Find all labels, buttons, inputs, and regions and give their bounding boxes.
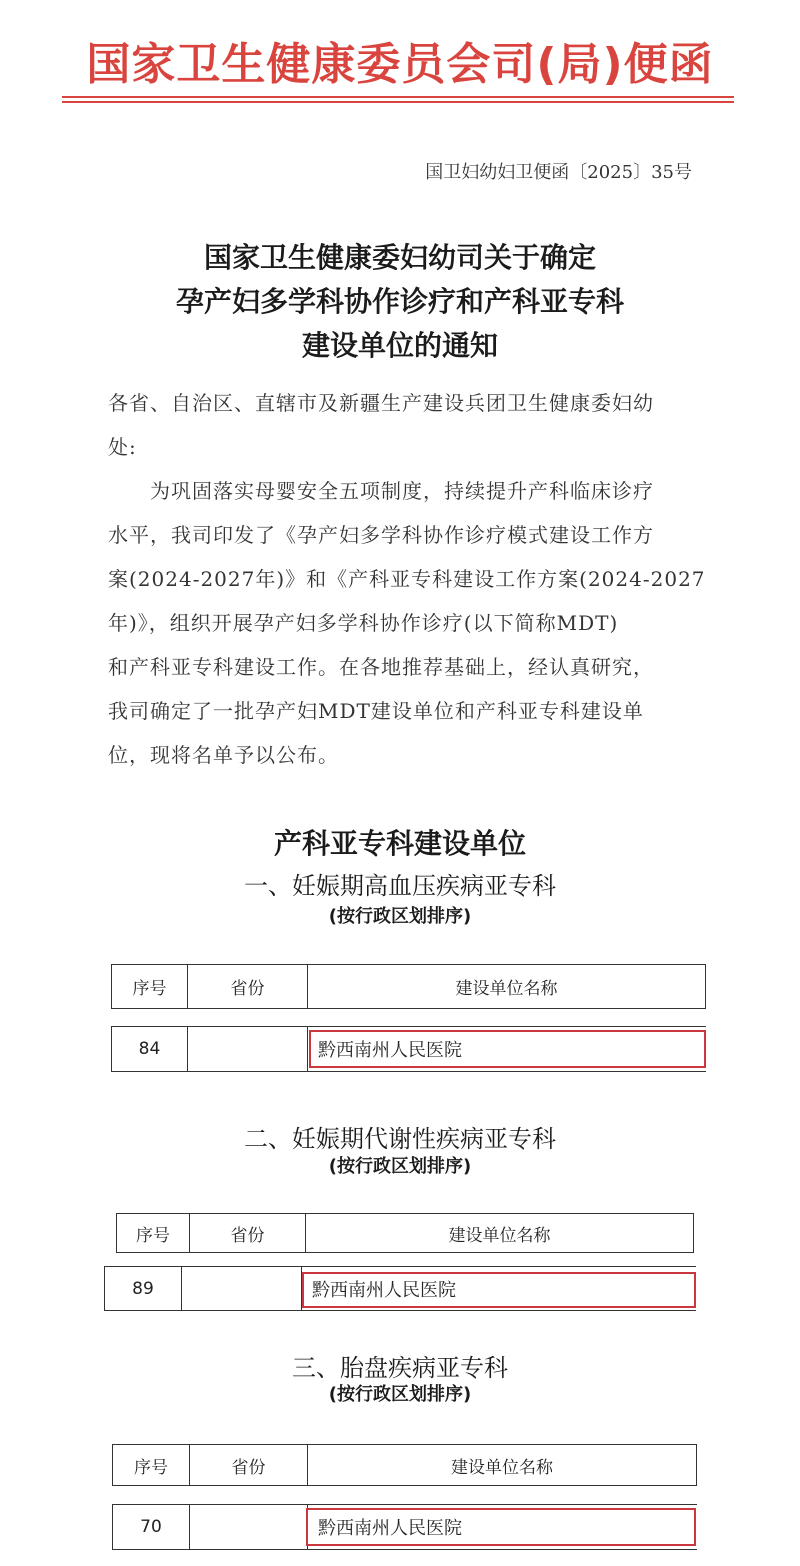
highlight-box xyxy=(306,1508,696,1546)
row-province xyxy=(181,1267,301,1310)
body-line: 处: xyxy=(108,435,137,459)
highlight-box xyxy=(302,1272,696,1308)
row-seq: 84 xyxy=(138,1039,161,1059)
section-note: (按行政区划排序) xyxy=(328,1384,472,1405)
header-unit: 建设单位名称 xyxy=(307,1445,696,1485)
letterhead-title: 国家卫生健康委员会司(局)便函 xyxy=(86,39,714,90)
body-line: 为巩固落实母婴安全五项制度，持续提升产科临床诊疗 xyxy=(108,479,654,503)
section-note: (按行政区划排序) xyxy=(328,1156,472,1177)
body-line: 水平，我司印发了《孕产妇多学科协作诊疗模式建设工作方 xyxy=(108,523,654,547)
header-seq: 序号 xyxy=(136,1225,170,1246)
list-heading: 产科亚专科建设单位 xyxy=(273,827,526,860)
row-province xyxy=(189,1505,307,1549)
row-province xyxy=(187,1027,307,1071)
section-heading: 三、胎盘疾病亚专科 xyxy=(292,1354,508,1382)
letterhead-rule-bottom xyxy=(62,101,734,103)
table-header xyxy=(116,1213,694,1253)
header-seq: 序号 xyxy=(132,979,167,999)
section-note: (按行政区划排序) xyxy=(328,906,472,927)
section-heading: 二、妊娠期代谢性疾病亚专科 xyxy=(244,1125,556,1153)
highlight-box xyxy=(309,1030,706,1068)
letterhead-rule-top xyxy=(62,96,734,98)
row-unit: 黔西南州人民医院 xyxy=(307,1027,706,1071)
body-line: 年)》，组织开展孕产妇多学科协作诊疗(以下简称MDT) xyxy=(108,611,619,635)
document-title-line-3: 建设单位的通知 xyxy=(301,329,498,362)
body-line: 各省、自治区、直辖市及新疆生产建设兵团卫生健康委妇幼 xyxy=(108,391,654,415)
body-line: 案(2024-2027年)》和《产科亚专科建设工作方案(2024-2027 xyxy=(108,567,706,591)
row-seq: 89 xyxy=(132,1278,154,1299)
header-seq: 序号 xyxy=(134,1457,168,1478)
header-unit: 建设单位名称 xyxy=(305,1214,693,1252)
body-line: 我司确定了一批孕产妇MDT建设单位和产科亚专科建设单 xyxy=(108,699,644,723)
table-header xyxy=(112,1444,697,1486)
header-province: 省份 xyxy=(189,1214,305,1252)
document-title-line-1: 国家卫生健康委妇幼司关于确定 xyxy=(203,241,596,274)
section-heading: 一、妊娠期高血压疾病亚专科 xyxy=(244,872,556,900)
document-number: 国卫妇幼妇卫便函〔2025〕35号 xyxy=(425,162,692,183)
row-seq: 70 xyxy=(140,1517,162,1537)
row-unit: 黔西南州人民医院 xyxy=(307,1505,697,1549)
body-line: 和产科亚专科建设工作。在各地推荐基础上，经认真研究， xyxy=(108,655,654,679)
header-province: 省份 xyxy=(187,965,307,1008)
body-line: 位，现将名单予以公布。 xyxy=(108,743,339,767)
table-header xyxy=(111,964,706,1009)
document-title-line-2: 孕产妇多学科协作诊疗和产科亚专科 xyxy=(175,285,624,318)
row-unit: 黔西南州人民医院 xyxy=(301,1267,696,1310)
header-province: 省份 xyxy=(189,1445,307,1485)
header-unit: 建设单位名称 xyxy=(307,965,705,1008)
